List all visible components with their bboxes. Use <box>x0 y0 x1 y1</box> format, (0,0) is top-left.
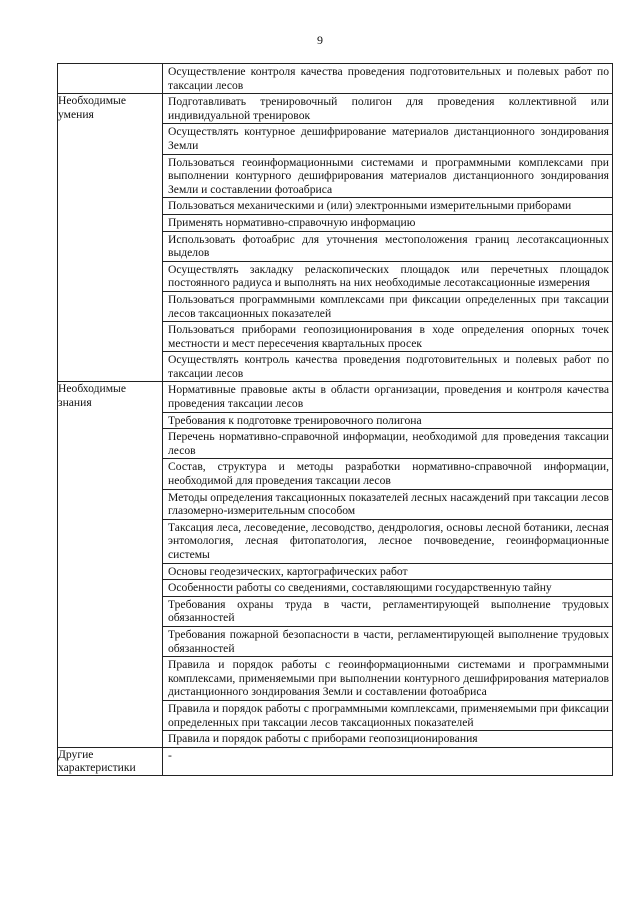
row-label <box>58 64 163 94</box>
list-item: Осуществлять контроль качества проведения подготовительных и полевых работ по таксации лесов <box>163 351 612 381</box>
list-item: Требования к подготовке тренировочного полигона <box>163 412 612 429</box>
row-label: Необходимые умения <box>58 94 163 382</box>
table-row <box>58 94 613 382</box>
row-label: Другие характеристики <box>58 747 163 775</box>
row-content <box>163 747 613 775</box>
table-row <box>58 747 613 775</box>
table-row <box>58 382 613 747</box>
list-item: Пользоваться приборами геопозиционирования в ходе определения опорных точек местности и мест пересечения квартальных просек <box>163 321 612 351</box>
list-item: Осуществлять закладку реласкопических площадок или перечетных площадок постоянного радиуса и выполнять на них необходимые лесотаксационные измерения <box>163 261 612 291</box>
list-item: Пользоваться механическими и (или) электронными измерительными приборами <box>163 197 612 214</box>
list-item: Пользоваться программными комплексами при фиксации определенных при таксации лесов таксационных показателей <box>163 291 612 321</box>
list-item: Применять нормативно-справочную информацию <box>163 214 612 231</box>
competency-table <box>57 63 613 776</box>
list-item: - <box>168 748 172 762</box>
list-item: Правила и порядок работы с программными комплексами, применяемыми при фиксации определенных при таксации лесов таксационных показателей <box>163 700 612 730</box>
list-item: Методы определения таксационных показателей лесных насаждений при таксации лесов глазомерно-измерительным способом <box>163 489 612 519</box>
row-content <box>163 64 613 94</box>
table-body <box>58 64 613 776</box>
list-item: Правила и порядок работы с геоинформационными системами и программными комплексами, применяемыми при выполнении контурного дешифрирования материалов дистанционного зондирования Земли и составлении фотоабриса <box>163 656 612 700</box>
list-item: Основы геодезических, картографических работ <box>163 563 612 580</box>
list-item: Требования охраны труда в части, регламентирующей выполнение трудовых обязанностей <box>163 596 612 626</box>
list-item: Пользоваться геоинформационными системами и программными комплексами при выполнении контурного дешифрирования материалов дистанционного зондирования Земли и составлении фотоабриса <box>163 154 612 198</box>
table-row <box>58 64 613 94</box>
list-item: Нормативные правовые акты в области организации, проведения и контроля качества проведения таксации лесов <box>168 383 609 411</box>
list-item: Требования пожарной безопасности в части, регламентирующей выполнение трудовых обязанностей <box>163 626 612 656</box>
list-item: Подготавливать тренировочный полигон для проведения коллективной или индивидуальной тренировок <box>168 95 609 122</box>
list-item: Перечень нормативно-справочной информации, необходимой для проведения таксации лесов <box>163 428 612 458</box>
page-number: 9 <box>317 33 323 47</box>
list-item: Таксация леса, лесоведение, лесоводство, дендрология, основы лесной ботаники, лесная энтомология, лесная фитопатология, лесное почвоведение, геоинформационные системы <box>163 519 612 563</box>
row-content <box>163 382 613 747</box>
list-item: Правила и порядок работы с приборами геопозиционирования <box>163 730 612 747</box>
row-content <box>163 94 613 382</box>
list-item: Использовать фотоабрис для уточнения местоположения границ лесотаксационных выделов <box>163 231 612 261</box>
row-label: Необходимые знания <box>58 382 163 747</box>
list-item: Особенности работы со сведениями, составляющими государственную тайну <box>163 579 612 596</box>
list-item: Осуществление контроля качества проведения подготовительных и полевых работ по таксации лесов <box>168 65 609 92</box>
list-item: Состав, структура и методы разработки нормативно-справочной информации, необходимой для проведения таксации лесов <box>163 458 612 488</box>
list-item: Осуществлять контурное дешифрирование материалов дистанционного зондирования Земли <box>163 123 612 153</box>
